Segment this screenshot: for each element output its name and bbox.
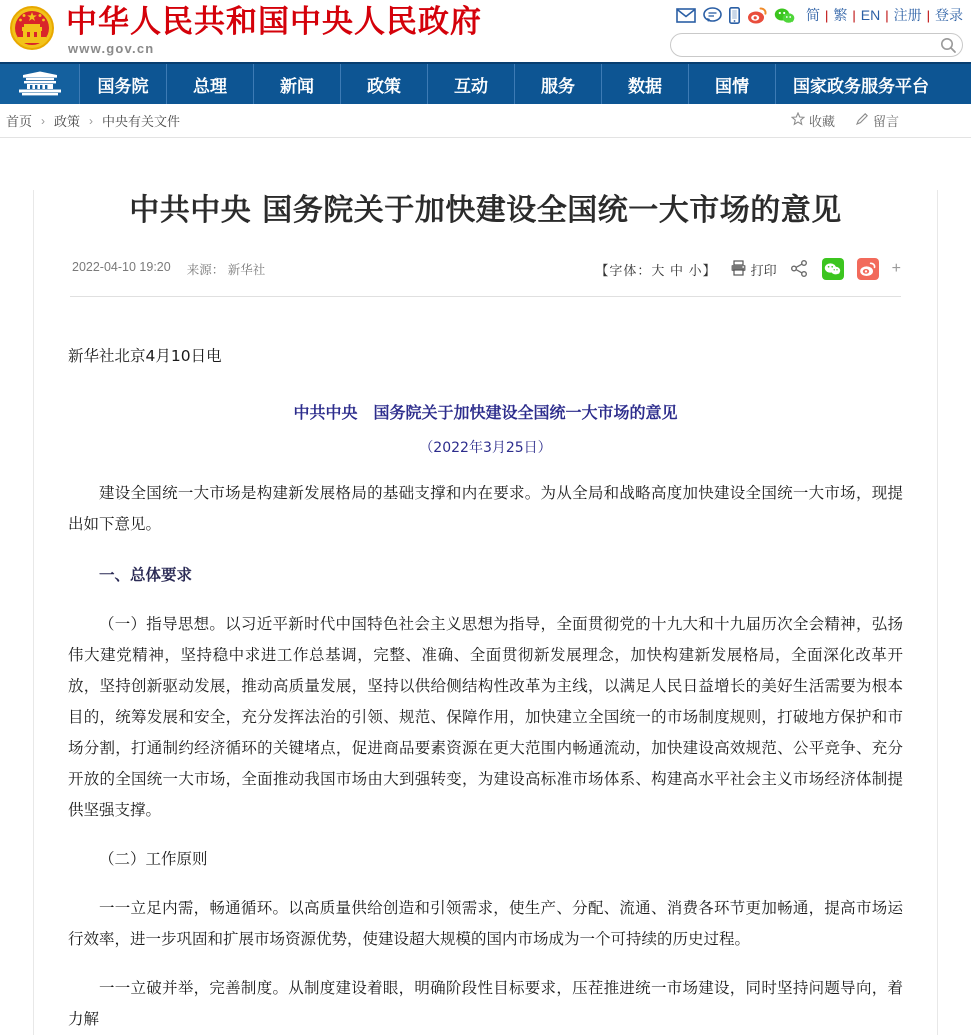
nav-item-zongli[interactable]: [167, 64, 254, 104]
article-frame: [33, 190, 938, 1035]
mobile-icon[interactable]: [729, 7, 740, 24]
link-separator: |: [852, 7, 856, 23]
article-body: [34, 341, 937, 1035]
nav-item-service-platform[interactable]: [776, 64, 946, 104]
favorite-button[interactable]: [791, 111, 835, 130]
breadcrumb-item-policy[interactable]: 政策: [54, 114, 81, 129]
breadcrumb: [0, 111, 180, 130]
favorite-label: 收藏: [808, 114, 835, 129]
article-meta: [70, 258, 901, 297]
link-separator: |: [824, 7, 829, 23]
tiananmen-icon: [13, 71, 67, 97]
paragraph: （二）工作原则: [99, 850, 208, 868]
document-inner-title: 中共中央 国务院关于加快建设全国统一大市场的意见: [293, 403, 678, 422]
site-logo[interactable]: [6, 3, 482, 56]
chevron-right-icon: ›: [41, 113, 46, 128]
breadcrumb-item-home[interactable]: 首页: [6, 114, 33, 129]
weibo-icon[interactable]: [747, 7, 767, 24]
source-label: 来源：: [186, 263, 225, 277]
site-title: 中华人民共和国中央人民政府: [66, 4, 482, 40]
nav-label: 国情: [715, 76, 749, 97]
nav-label: 政策: [367, 76, 401, 97]
message-icon[interactable]: [703, 7, 722, 23]
header-utilities: [663, 4, 963, 57]
site-url: www.gov.cn: [68, 41, 155, 56]
lang-link-english[interactable]: EN: [860, 7, 881, 23]
nav-item-hudong[interactable]: [428, 64, 515, 104]
comment-button[interactable]: [855, 111, 899, 130]
nav-label: 国务院: [97, 76, 149, 97]
paragraph: 建设全国统一大市场是构建新发展格局的基础支撑和内在要求。为从全局和战略高度加快建设全国统一大市场，现提出如下意见。: [68, 484, 903, 533]
wechat-share-icon[interactable]: [822, 258, 844, 280]
login-link[interactable]: 登录: [935, 7, 963, 23]
lang-link-traditional[interactable]: 繁: [833, 7, 848, 23]
paragraph: （一）指导思想。以习近平新时代中国特色社会主义思想为指导，全面贯彻党的十九大和十九届历次全会精神，弘扬伟大建党精神，坚持稳中求进工作总基调，完整、准确、全面贯彻新发展理念，加快构建新发展格局，全面深化改革开放，坚持创新驱动发展，推动高质量发展，坚持以供给侧结构性改革为主线，以满足人民日益增长的美好生活需要为根本目的，统筹发展和安全，充分发挥法治的引领、规范、保障作用，加快建立全国统一的市场制度规则，打破地方保护和市场分割，打通制约经济循环的关键堵点，促进商品要素资源在更大范围内畅通流动，加快建设高效规范、公平竞争、充分开放的全国统一大市场，全面推动我国市场由大到强转变，为建设高标准市场体系、构建高水平社会主义市场经济体制提供坚强支撑。: [68, 615, 903, 819]
nav-item-xinwen[interactable]: [254, 64, 341, 104]
weibo-share-icon[interactable]: [857, 258, 879, 280]
nav-item-shuju[interactable]: [602, 64, 689, 104]
email-icon[interactable]: [676, 8, 696, 23]
national-emblem-icon: [6, 3, 58, 55]
more-share-icon[interactable]: +: [891, 260, 901, 277]
paragraph: 一一立破并举，完善制度。从制度建设着眼，明确阶段性目标要求，压茬推进统一市场建设，同时坚持问题导向，着力解: [68, 979, 903, 1028]
site-header: [0, 0, 971, 62]
nav-label: 新闻: [280, 76, 314, 97]
comment-label: 留言: [872, 114, 899, 129]
source-value: 新华社: [227, 263, 266, 277]
page-title: 中共中央 国务院关于加快建设全国统一大市场的意见: [129, 193, 842, 228]
paragraph: 一一立足内需，畅通循环。以高质量供给创造和引领需求，使生产、分配、流通、消费各环节更加畅通，提高市场运行效率，进一步巩固和扩展市场资源优势，使建设超大规模的国内市场成为一个可持续的历史过程。: [68, 899, 903, 948]
nav-label: 国家政务服务平台: [793, 76, 929, 97]
search-box[interactable]: [670, 33, 963, 57]
pencil-icon: [855, 112, 869, 129]
font-size-control[interactable]: 【字体：大 中 小】: [595, 262, 717, 278]
register-link[interactable]: 注册: [893, 7, 922, 23]
dispatch-line: 新华社北京4月10日电: [68, 347, 222, 365]
printer-icon: [730, 260, 747, 279]
nav-item-guowuyuan[interactable]: [80, 64, 167, 104]
print-label: 打印: [750, 262, 777, 278]
article-datetime: 2022-04-10 19:20: [72, 260, 171, 274]
share-icon[interactable]: [790, 260, 809, 279]
nav-item-fuwu[interactable]: [515, 64, 602, 104]
nav-label: 总理: [193, 76, 227, 97]
nav-label: 服务: [541, 76, 575, 97]
section-heading: 一、总体要求: [99, 566, 193, 584]
breadcrumb-item-central-documents[interactable]: 中央有关文件: [102, 114, 181, 129]
lang-link-simplified[interactable]: 简: [805, 7, 820, 23]
link-separator: |: [926, 7, 930, 23]
nav-item-guoqing[interactable]: [689, 64, 776, 104]
nav-item-zhengce[interactable]: [341, 64, 428, 104]
document-inner-date: （2022年3月25日）: [419, 440, 552, 456]
chevron-right-icon: ›: [89, 113, 94, 128]
search-button[interactable]: [939, 36, 958, 55]
link-separator: |: [885, 7, 889, 23]
nav-item-home[interactable]: [0, 64, 80, 104]
main-navigation: [0, 62, 971, 104]
nav-label: 数据: [628, 76, 662, 97]
print-button[interactable]: [730, 260, 777, 279]
star-icon: [791, 112, 805, 129]
nav-label: 互动: [454, 76, 488, 97]
breadcrumb-bar: [0, 104, 971, 138]
wechat-icon[interactable]: [774, 7, 795, 24]
search-input[interactable]: [671, 34, 962, 56]
